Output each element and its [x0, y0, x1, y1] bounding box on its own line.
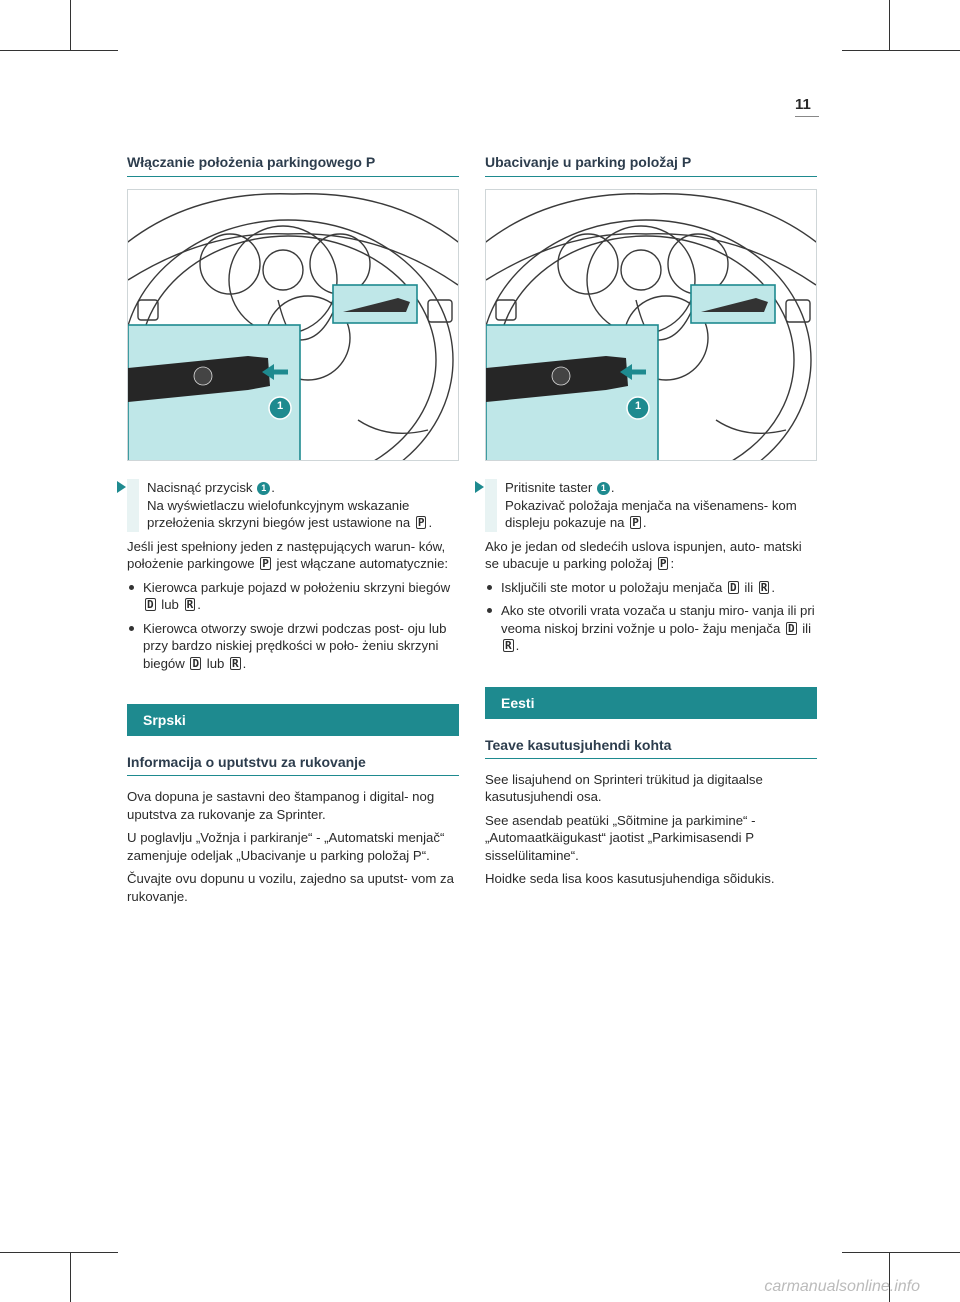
list-item-text: lub [206, 655, 225, 671]
right-column [485, 154, 817, 888]
crop-mark [70, 1252, 71, 1302]
instruction-text: . [610, 480, 615, 495]
paragraph: U poglavlju „Vožnja i parkiranje“ - „Automatski menjač“ zamenjuje odeljak „Ubacivanje u parking položaj P“. [127, 830, 445, 863]
crop-mark [889, 0, 890, 50]
gear-symbol: D [730, 580, 737, 594]
instruction-block [485, 479, 817, 532]
list-item-text: . [771, 579, 776, 595]
section-heading: Włączanie położenia parkingowego P [127, 154, 459, 177]
list-item [127, 620, 459, 673]
callout-badge: 1 [257, 482, 270, 495]
gear-symbol: D [192, 656, 200, 670]
gear-symbol: R [232, 656, 239, 670]
bullet-list [127, 579, 459, 673]
paragraph-text: Ako je jedan od sledećih uslova ispunjen, auto- matski se ubacuje u parking položaj [485, 538, 802, 571]
page-number-rule [795, 116, 819, 117]
language-bar: Srpski [127, 704, 459, 736]
instruction-text: Pritisnite taster [505, 480, 593, 495]
crop-mark [842, 1252, 960, 1253]
list-item-text: ili [744, 579, 754, 595]
list-item [485, 579, 817, 597]
gear-symbol: D [787, 621, 795, 635]
steering-illustration [127, 189, 459, 461]
language-bar: Eesti [485, 687, 817, 719]
list-item-text: Ako ste otvorili vrata vozača u stanju miro- vanja ili pri veoma niskoj brzini vožnje u polo- žaju menjača [501, 603, 815, 636]
gear-symbol: D [147, 598, 154, 611]
crop-mark [842, 50, 960, 51]
callout-number-1: 1 [634, 400, 642, 412]
steering-illustration [485, 189, 817, 461]
instruction-arrow-icon [117, 481, 126, 493]
bullet-list [485, 579, 817, 655]
list-item-text: . [197, 597, 201, 612]
instruction-block [127, 479, 459, 532]
list-item [485, 602, 817, 655]
paragraph-text: jest włączane automatycznie: [276, 556, 449, 571]
paragraph [127, 538, 459, 573]
instruction-text: . [642, 515, 647, 530]
bullet-dot-icon [487, 608, 492, 613]
list-item-text: . [515, 638, 520, 653]
instruction-text: Na wyświetlaczu wielofunkcyjnym wskazanie przełożenia skrzyni biegów jest ustawione na [147, 497, 411, 530]
paragraph: Ova dopuna je sastavni deo štampanog i digital- nog uputstva za rukovanje za Sprinter. [127, 789, 435, 822]
crop-mark [0, 1252, 118, 1253]
gear-symbol: R [505, 639, 512, 652]
paragraph: Hoidke seda lisa koos kasutusjuhendiga sõidukis. [485, 871, 775, 886]
callout-badge: 1 [597, 482, 610, 495]
crop-mark [0, 50, 118, 51]
gear-symbol: P [262, 557, 269, 570]
list-item [127, 579, 459, 614]
paragraph [485, 538, 817, 573]
bullet-dot-icon [487, 585, 492, 590]
crop-mark [70, 0, 71, 50]
gear-symbol: P [632, 516, 639, 529]
list-item-text: . [242, 655, 247, 671]
instruction-text: Nacisnąć przycisk [147, 480, 253, 495]
list-item-text: ili [802, 620, 812, 636]
paragraph: Čuvajte ovu dopunu u vozilu, zajedno sa uputst- vom za rukovanje. [127, 871, 454, 904]
sub-heading: Teave kasutusjuhendi kohta [485, 737, 817, 759]
gear-symbol: R [760, 580, 768, 594]
paragraph-text: : [670, 556, 675, 571]
bullet-dot-icon [129, 585, 134, 590]
instruction-arrow-icon [475, 481, 484, 493]
list-item-text: Isključili ste motor u položaju menjača [501, 579, 723, 595]
watermark: carmanualsonline.info [764, 1278, 920, 1295]
callout-number-1: 1 [276, 400, 284, 412]
instruction-text: . [428, 515, 433, 530]
gear-symbol: R [186, 598, 194, 611]
section-heading: Ubacivanje u parking položaj P [485, 154, 817, 177]
list-item-text: Kierowca parkuje pojazd w położeniu skrzyni biegów [143, 579, 451, 595]
sub-heading: Informacija o uputstvu za rukovanje [127, 754, 459, 776]
instruction-text: Pokazivač položaja menjača na višenamens- kom displeju pokazuje na [505, 497, 797, 530]
paragraph: See asendab peatüki „Sõitmine ja parkimine“ - „Automaatkäigukast“ jaotist „Parkimisasendi P sisselülitamine“. [485, 812, 756, 863]
steering-wheel-drawing [128, 190, 458, 460]
instruction-text: . [271, 480, 275, 495]
page-number: 11 [795, 96, 811, 113]
bullet-dot-icon [129, 626, 134, 631]
left-column [127, 154, 459, 905]
list-item-text: Kierowca otworzy swoje drzwi podczas post- oju lub przy bardzo niskiej prędkości w poło- żeniu skrzyni biegów [143, 620, 447, 671]
paragraph: See lisajuhend on Sprinteri trükitud ja digitaalse kasutusjuhendi osa. [485, 771, 763, 804]
steering-wheel-drawing [486, 190, 816, 460]
gear-symbol: P [659, 557, 667, 570]
gear-symbol: P [417, 516, 425, 529]
paragraph-text: Jeśli jest spełniony jeden z następujących warun- ków, położenie parkingowe [127, 538, 446, 571]
list-item-text: lub [161, 597, 179, 612]
